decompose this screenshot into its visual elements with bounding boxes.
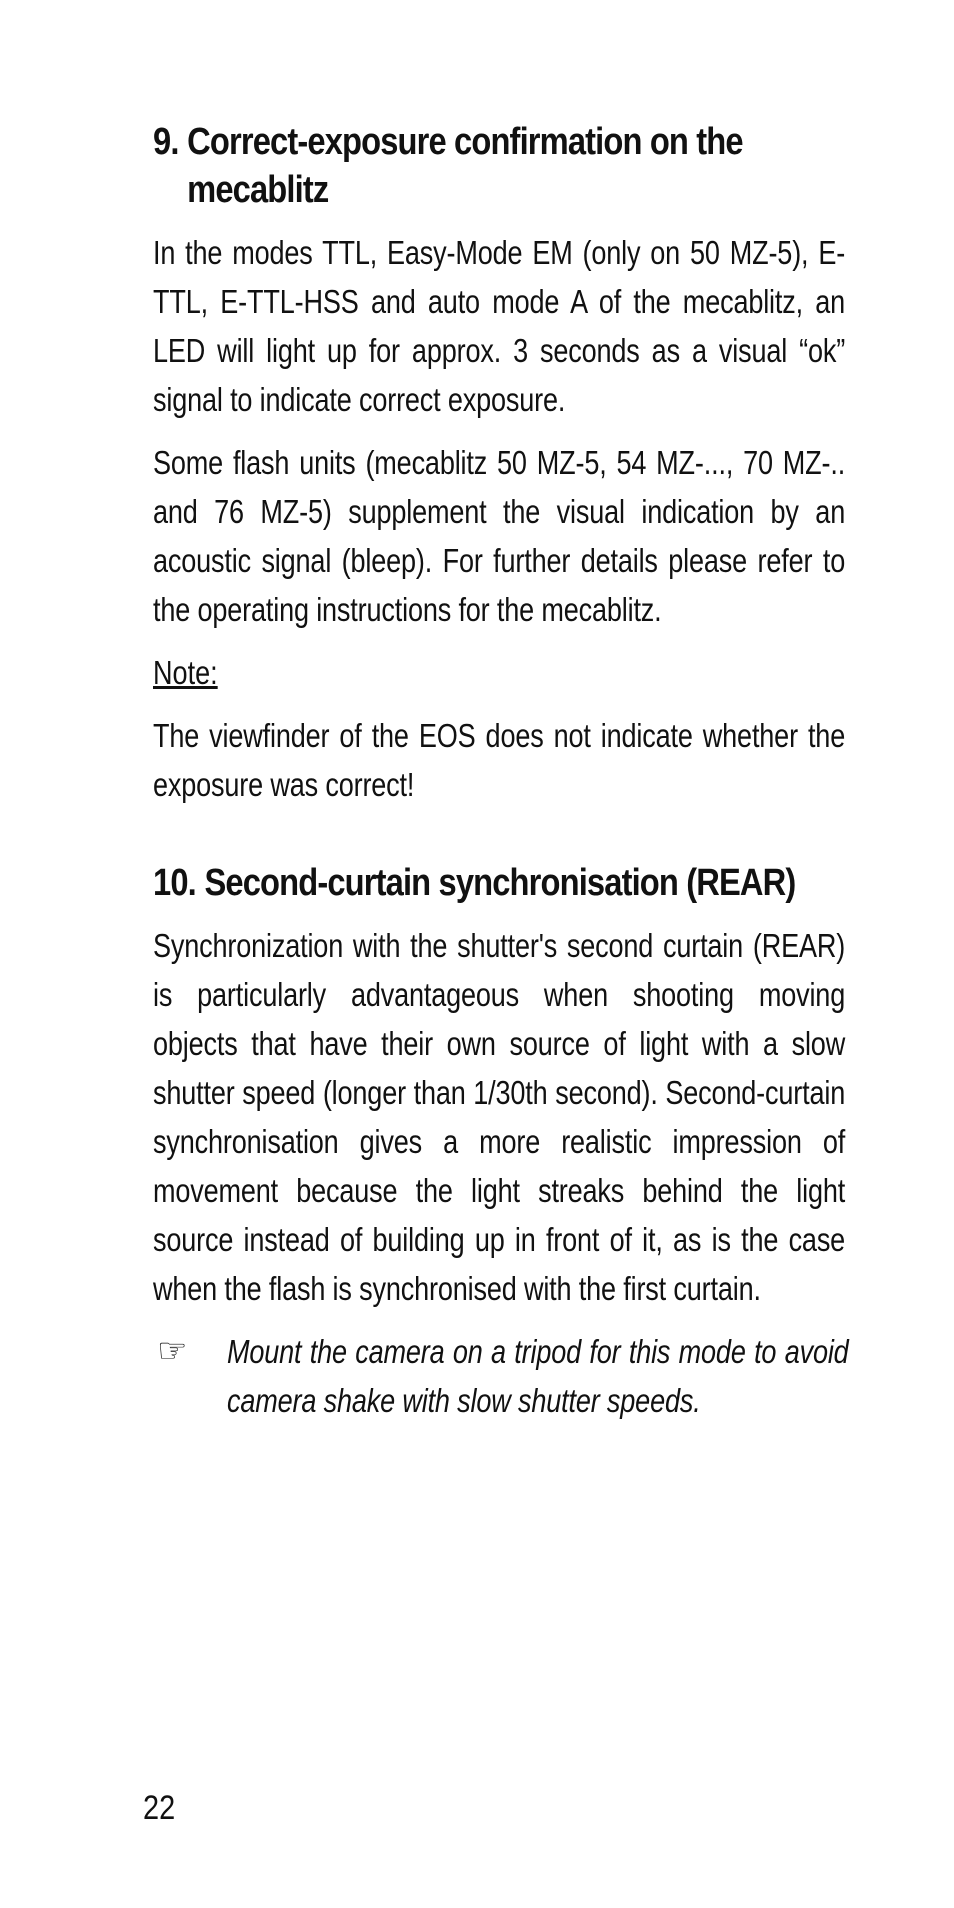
note-label: Note: — [153, 654, 218, 691]
note-text: The viewfinder of the EOS does not indicate whether the exposure was correct! — [153, 717, 846, 803]
pointing-hand-icon: ☞ — [157, 1332, 188, 1370]
section-spacer — [153, 823, 845, 859]
section-9-paragraph-2: Some flash units (mecablitz 50 MZ-5, 54 MZ-..., 70 MZ-.. and 76 MZ-5) supplement the visual indication by an acoustic signal (bleep). For further details please refer to the operating instructions for the mecablitz. — [153, 444, 846, 628]
section-10-number: 10. — [153, 862, 196, 904]
tip-block — [153, 1327, 849, 1425]
section-10-paragraph-1: Synchronization with the shutter's second curtain (REAR) is particularly advantageous when shooting moving objects that have their own source of light with a slow shutter speed (longer than 1/30th second). Second-curtain synchronisation gives a more realistic impression of movement because the light streaks behind the light source instead of building up in front of it, as is the case when the flash is synchronised with the first curtain. — [153, 927, 846, 1307]
tip-text: Mount the camera on a tripod for this mode to avoid camera shake with slow shutter speeds. — [227, 1333, 849, 1419]
page-content — [153, 118, 849, 1425]
section-9-title: Correct-exposure confirmation on the mecablitz — [187, 121, 743, 211]
section-9-number: 9. — [153, 121, 179, 163]
tip-text-wrap — [227, 1327, 849, 1425]
page-number: 22 — [143, 1789, 176, 1827]
section-9-paragraph-1: In the modes TTL, Easy-Mode EM (only on 50 MZ-5), E-TTL, E-TTL-HSS and auto mode A of the mecablitz, an LED will light up for approx. 3 seconds as a visual “ok” signal to indicate correct exposure. — [153, 234, 846, 418]
section-10-heading — [153, 859, 845, 907]
section-9-heading — [153, 118, 845, 214]
section-10-title: Second-curtain synchronisation (REAR) — [204, 862, 796, 904]
